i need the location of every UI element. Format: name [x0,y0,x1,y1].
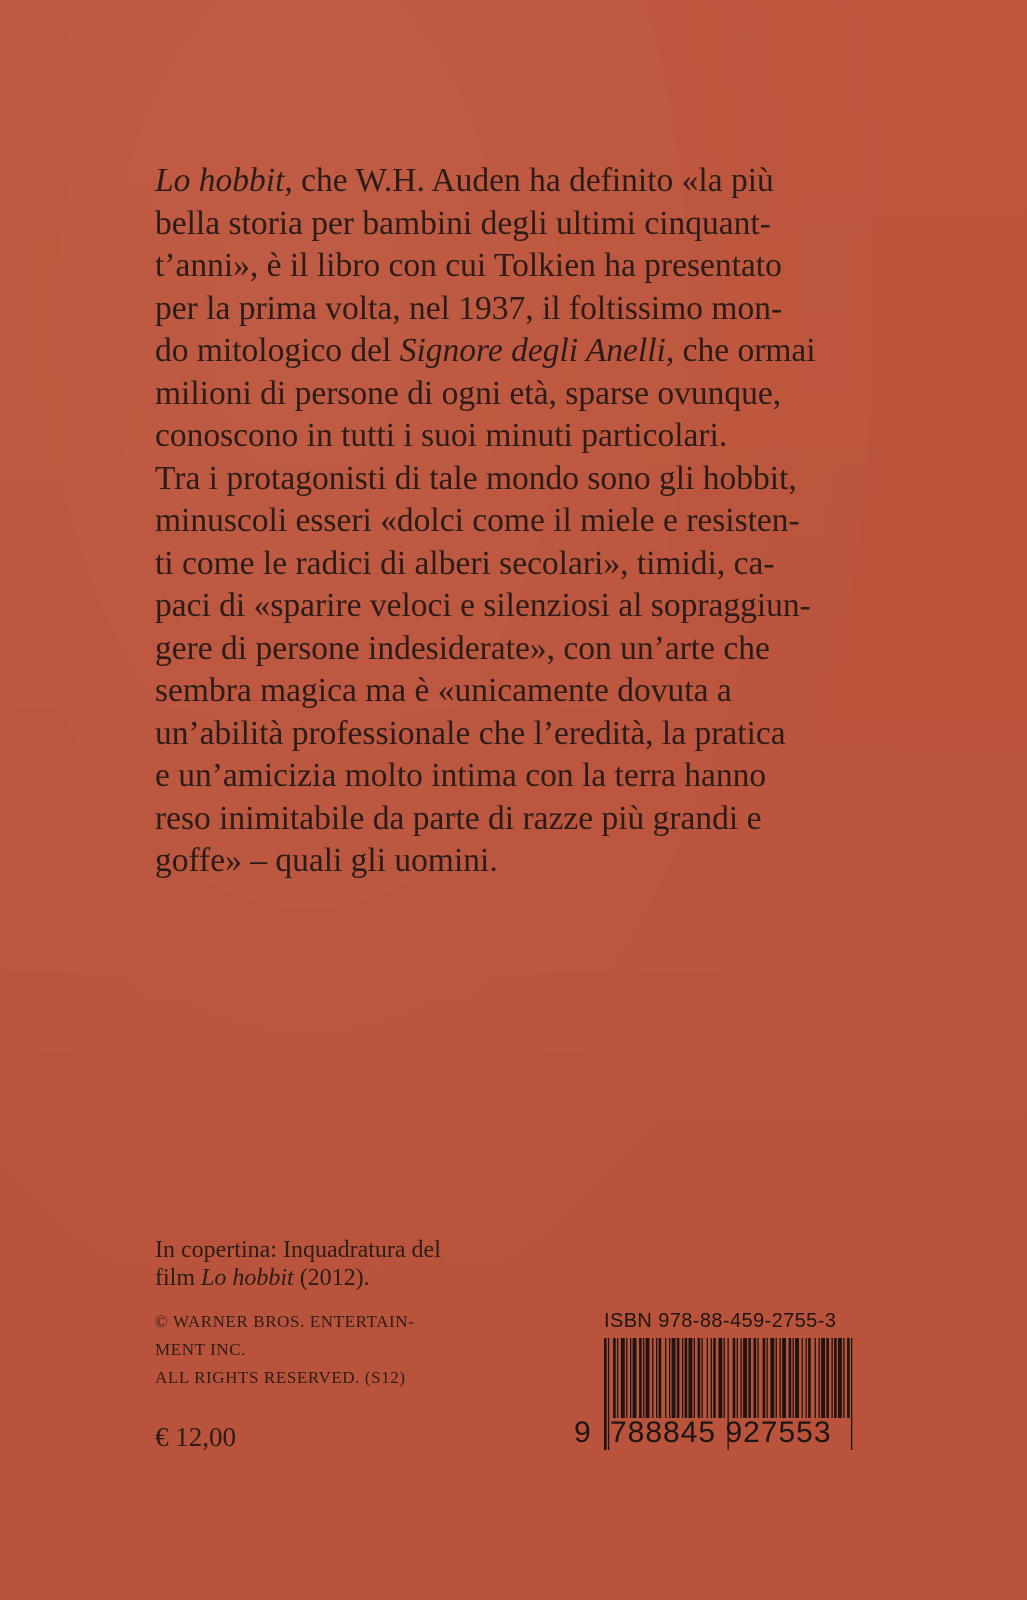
copyright-notice [155,1308,515,1392]
barcode-bar [843,1338,844,1418]
barcode-bar [789,1338,792,1418]
blurb-line: t’anni», è il libro con cui Tolkien ha presentato [155,247,782,284]
barcode-bar [724,1338,725,1418]
barcode-bar [630,1338,631,1418]
barcode-bar [672,1338,676,1418]
barcode-bar [639,1338,642,1418]
blurb-text [155,160,875,883]
barcode-bar [685,1338,688,1418]
blurb-line: paci di «sparire veloci e silenziosi al sopraggiun- [155,587,811,624]
blurb-line: un’abilità professionale che l’eredità, la pratica [155,714,786,752]
barcode-number: 788845 927553 [610,1416,832,1449]
barcode-bar [689,1338,693,1418]
copyright-line: MENT INC. [155,1340,247,1359]
copyright-line: ALL RIGHTS RESERVED. (S12) [155,1368,406,1387]
isbn-label: ISBN 978-88-459-2755-3 [604,1310,837,1332]
blurb-line: per la prima volta, nel 1937, il foltissimo mon- [155,289,783,327]
barcode-bar [748,1338,751,1418]
barcode-bar [669,1338,670,1418]
barcode-bar [754,1338,757,1418]
barcode-bar [718,1338,722,1418]
barcode-bar [621,1338,625,1418]
barcode-bar [780,1338,781,1418]
barcode-bar [808,1338,811,1418]
barcode-bar [767,1338,768,1418]
blurb-line: Lo hobbit, che W.H. Auden ha definito «la più [155,162,774,199]
barcode-bar [821,1338,825,1418]
barcode-bar [646,1338,650,1418]
blurb-line: conoscono in tutti i suoi minuti particolari. [155,417,728,454]
barcode-bar [834,1338,837,1418]
cover-credit [155,1236,515,1292]
barcode-bar [757,1338,758,1418]
barcode-bar [652,1338,653,1418]
barcode-bar [743,1338,747,1418]
barcode-bar [815,1338,816,1418]
blurb-line: e un’amicizia molto intima con la terra hanno [155,757,767,794]
barcode-bar [795,1338,799,1418]
barcode-bar [711,1338,712,1418]
barcode-digits [574,1416,832,1450]
blurb-line: minuscoli esseri «dolci come il miele e resisten- [155,502,800,539]
barcode-bar [763,1338,766,1418]
barcode-bar [737,1338,738,1418]
barcode-bar [793,1338,794,1418]
cover-credit-line: In copertina: Inquadratura del [155,1237,441,1263]
book-title-italic: Signore degli Anelli, [399,332,675,369]
barcode-bar [659,1338,662,1418]
barcode-bar [770,1338,774,1418]
blurb-line: bella storia per bambini degli ultimi cinquant- [155,204,771,242]
barcode-bar [707,1338,708,1418]
blurb-line: gere di persone indesiderate», con un’arte che [155,629,770,667]
barcode-bar [677,1338,680,1418]
barcode-bar [665,1338,666,1418]
barcode-bar [702,1338,703,1418]
blurb-line: reso inimitabile da parte di razze più grandi e [155,799,762,837]
barcode-bar [806,1338,807,1418]
barcode-bar [782,1338,786,1418]
barcode-bar [741,1338,742,1418]
blurb-line: ti come le radici di alberi secolari», timidi, ca- [155,544,775,582]
barcode-bar [713,1338,716,1418]
barcode-bar [838,1338,842,1418]
film-title-italic: Lo hobbit [201,1265,294,1291]
barcode-bar [613,1338,616,1418]
barcode-bar [682,1338,683,1418]
barcode-bar [617,1338,618,1418]
barcode-bar [626,1338,627,1418]
barcode-bar [633,1338,637,1418]
barcode-bar [643,1338,644,1418]
book-title-italic: Lo hobbit, [155,162,293,199]
barcode-bar [656,1338,657,1418]
barcode-bar [776,1338,777,1418]
barcode-bar [802,1338,803,1418]
blurb-line: do mitologico del Signore degli Anelli, che ormai [155,332,816,369]
cover-credit-line: film Lo hobbit (2012). [155,1265,370,1291]
barcode-bar [698,1338,701,1418]
blurb-line: goffe» – quali gli uomini. [155,842,498,879]
barcode-bar [832,1338,833,1418]
barcode-bar [826,1338,829,1418]
blurb-line: milioni di persone di ogni età, sparse ovunque, [155,374,782,412]
barcode-bar [819,1338,820,1418]
barcode-lead-digit: 9 [574,1416,592,1449]
blurb-line: sembra magica ma è «unicamente dovuta a [155,672,732,709]
barcode-bar [847,1338,850,1418]
copyright-line: © WARNER BROS. ENTERTAIN- [155,1312,415,1331]
barcode-bar [733,1338,736,1418]
barcode-bar [851,1338,852,1450]
price-label: € 12,00 [155,1422,236,1452]
barcode-bar [694,1338,695,1418]
blurb-line: Tra i protagonisti di tale mondo sono gli hobbit, [155,459,797,497]
